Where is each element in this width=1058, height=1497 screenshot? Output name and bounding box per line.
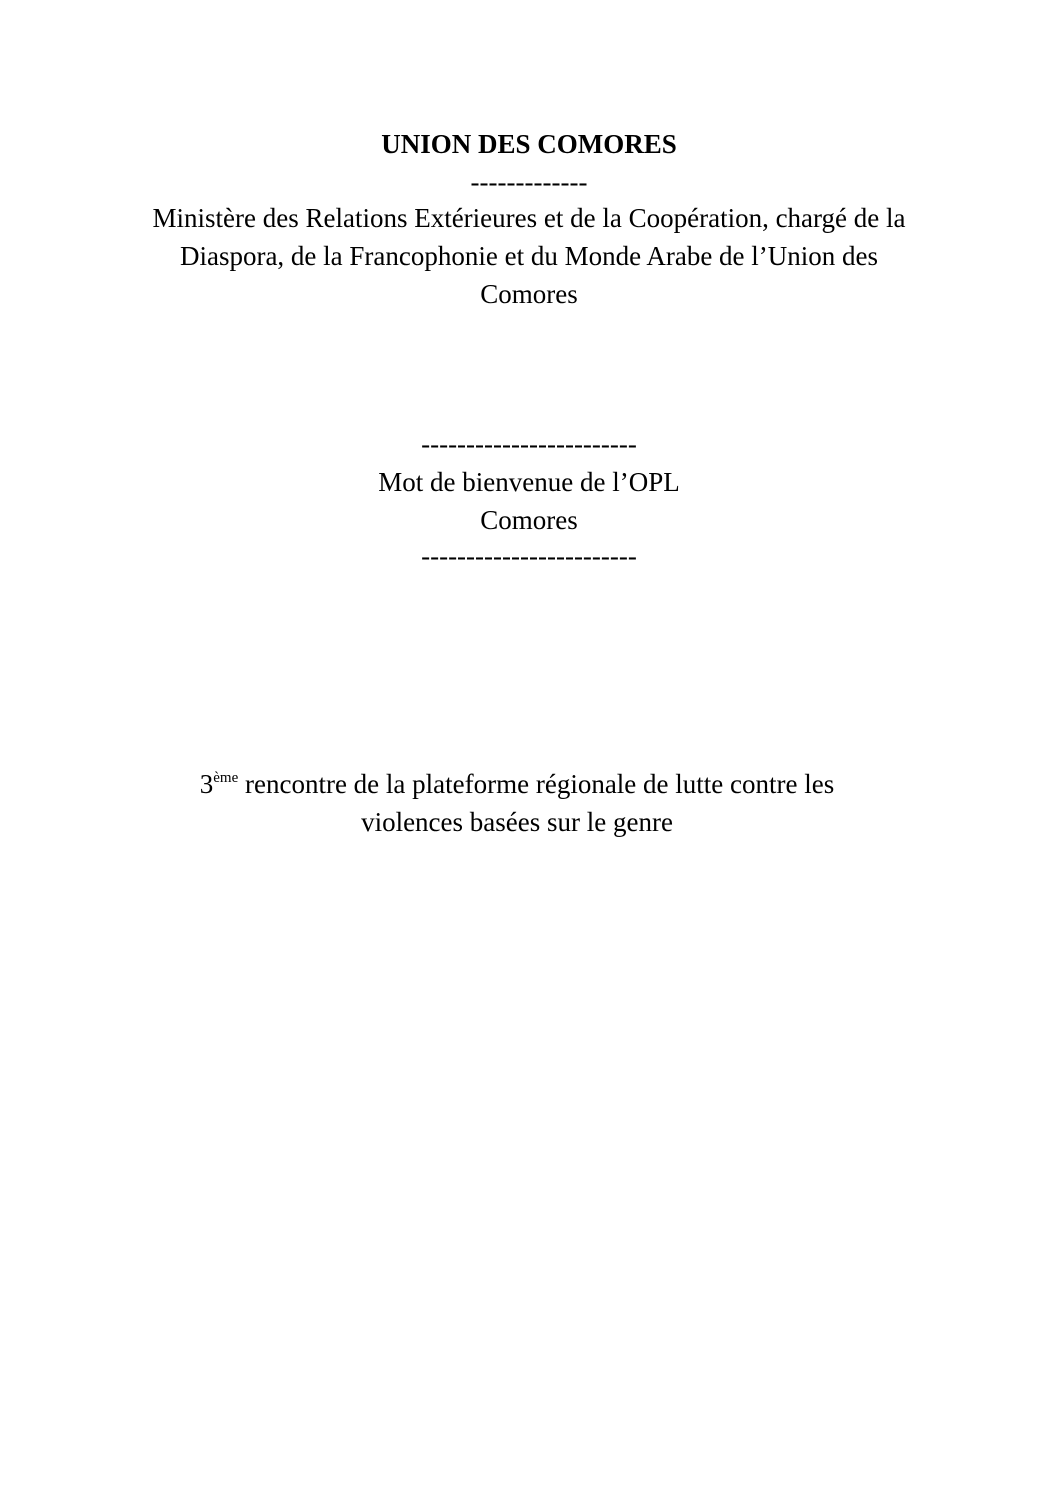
welcome-title: Mot de bienvenue de l’OPL [378, 467, 680, 497]
ministry-line-1: Ministère des Relations Extérieures et de la Coopération, chargé de la [152, 203, 906, 233]
event-title-line-2: violences basées sur le genre [361, 807, 673, 837]
header-separator: ------------- [470, 167, 588, 197]
welcome-separator-top: ------------------------ [421, 429, 637, 459]
ministry-line-3: Comores [480, 279, 578, 309]
welcome-subtitle: Comores [480, 505, 578, 535]
country-heading: UNION DES COMORES [381, 129, 677, 159]
event-title-line-1 [0, 765, 1034, 803]
ministry-line-2: Diaspora, de la Francophonie et du Monde Arabe de l’Union des [179, 241, 879, 271]
event-ordinal-number: 3 [199, 769, 214, 799]
event-ordinal-suffix: ème [213, 770, 239, 786]
welcome-separator-bottom: ------------------------ [421, 541, 637, 571]
event-title-line-1-text: rencontre de la plateforme régionale de lutte contre les [238, 769, 835, 799]
